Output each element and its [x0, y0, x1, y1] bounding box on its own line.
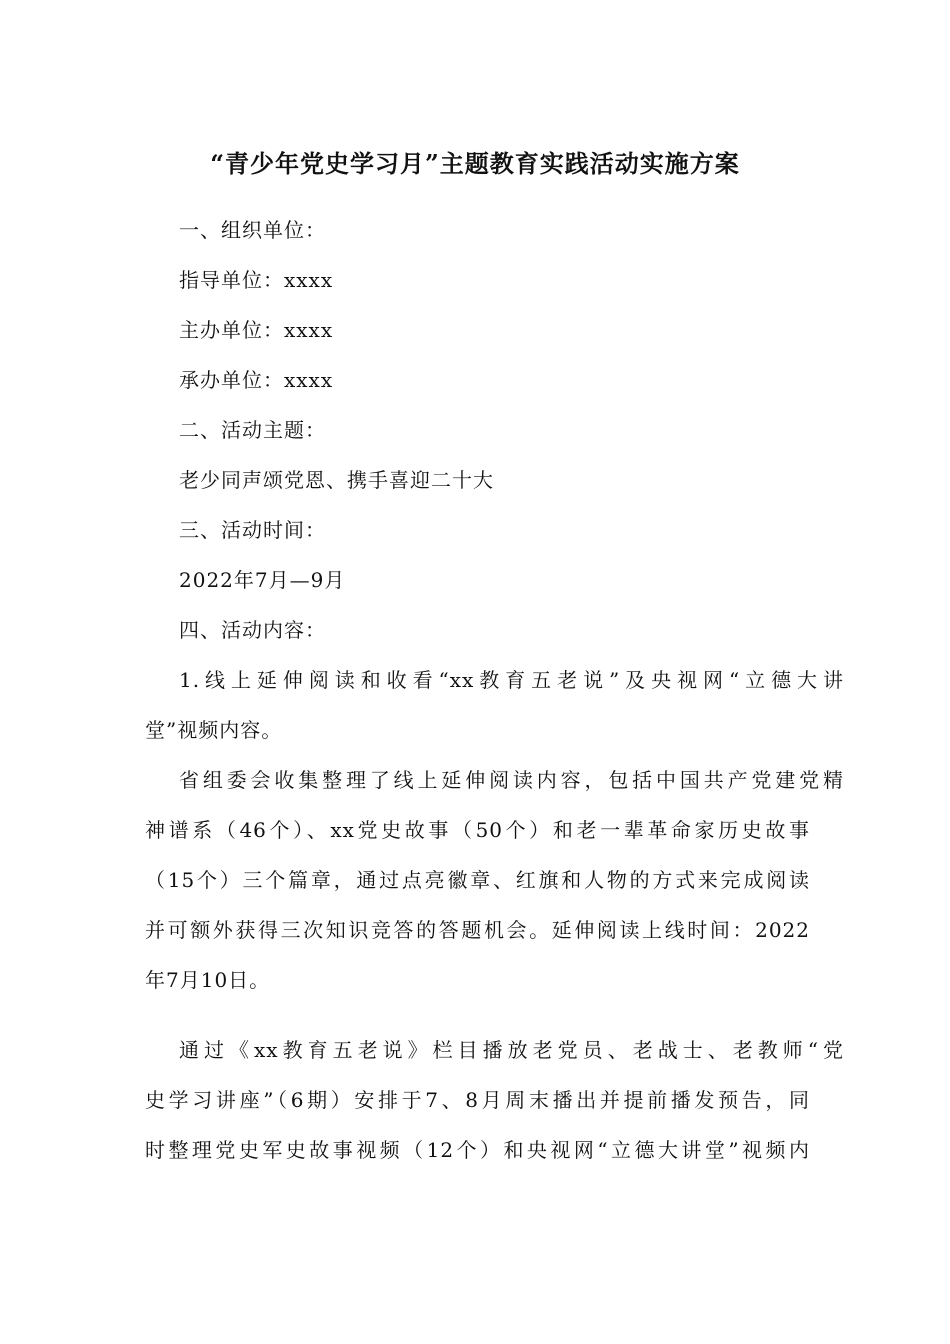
- paragraph-line: （15个）三个篇章，通过点亮徽章、红旗和人物的方式来完成阅读: [145, 868, 810, 892]
- host-unit-line: 主办单位：xxxx: [179, 318, 334, 342]
- paragraph-line: 神谱系（46个）、xx党史故事（50个）和老一辈革命家历史故事: [145, 818, 810, 842]
- organizer-unit-line: 承办单位：xxxx: [179, 368, 334, 392]
- document-title: “青少年党史学习月”主题教育实践活动实施方案: [210, 149, 740, 178]
- section-heading-organizers: 一、组织单位：: [179, 218, 326, 242]
- theme-line: 老少同声颂党恩、携手喜迎二十大: [179, 468, 494, 492]
- paragraph-line: 省组委会收集整理了线上延伸阅读内容，包括中国共产党建党精: [179, 768, 844, 792]
- section-heading-theme: 二、活动主题：: [179, 418, 326, 442]
- section-heading-time: 三、活动时间：: [179, 518, 326, 542]
- paragraph-line: 并可额外获得三次知识竞答的答题机会。延伸阅读上线时间：2022: [145, 918, 810, 942]
- paragraph-line: 通过《xx教育五老说》栏目播放老党员、老战士、老教师“党: [179, 1038, 844, 1062]
- time-line: 2022年7月—9月: [179, 568, 346, 592]
- paragraph-line: 堂”视频内容。: [145, 718, 283, 742]
- paragraph-line: 年7月10日。: [145, 968, 271, 992]
- paragraph-line: 史学习讲座”（6期）安排于7、8月周末播出并提前播发预告，同: [145, 1088, 810, 1112]
- paragraph-line: 1.线上延伸阅读和收看“xx教育五老说”及央视网“立德大讲: [179, 668, 844, 692]
- paragraph-line: 时整理党史军史故事视频（12个）和央视网“立德大讲堂”视频内: [145, 1138, 810, 1162]
- guiding-unit-line: 指导单位：xxxx: [179, 268, 334, 292]
- section-heading-content: 四、活动内容：: [179, 618, 326, 642]
